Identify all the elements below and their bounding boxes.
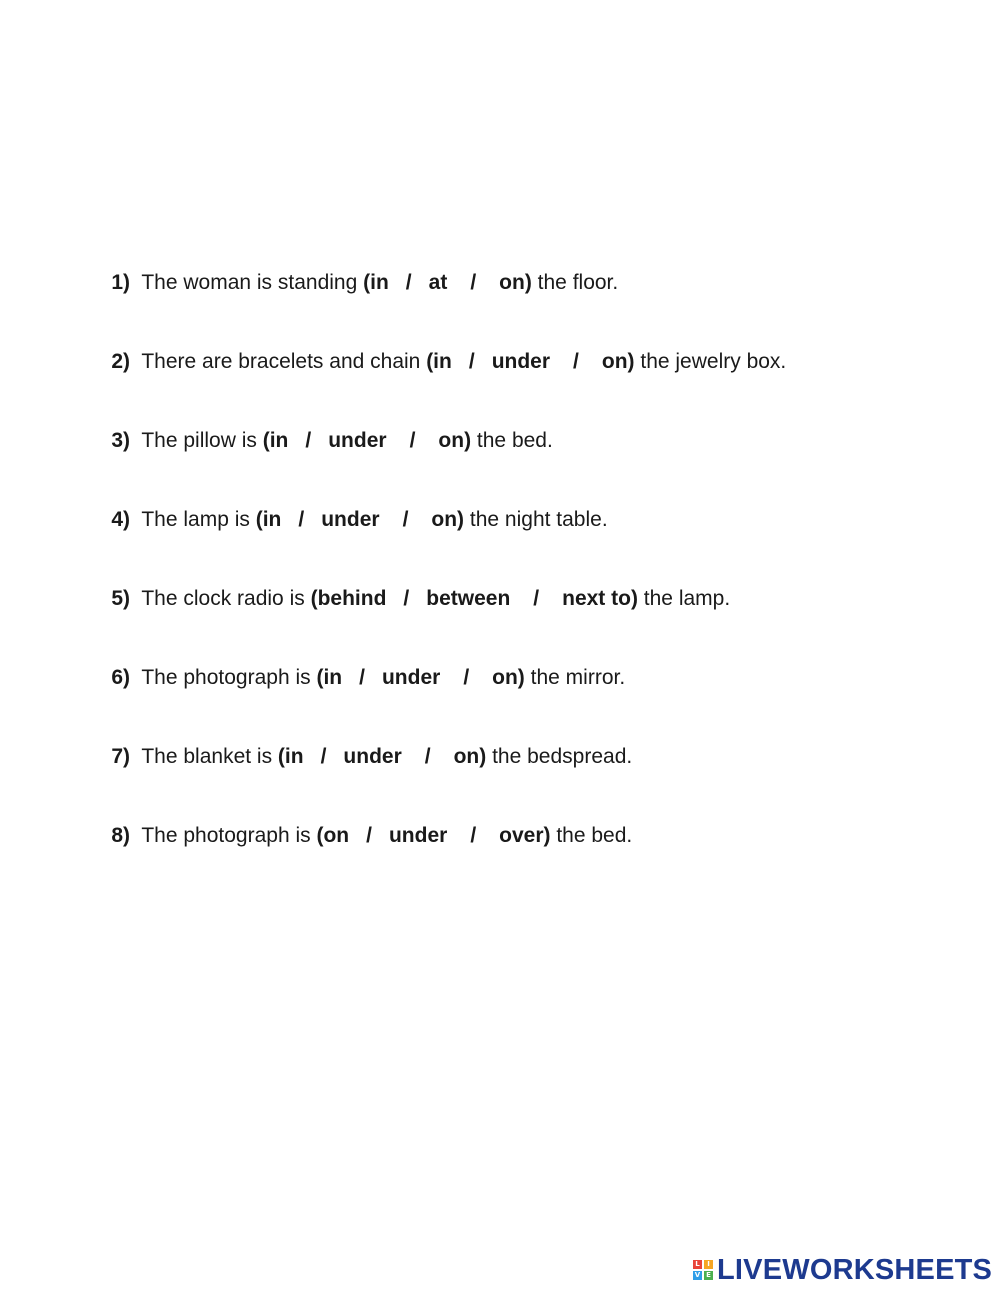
question-text-before: The pillow is	[141, 429, 263, 452]
option-3[interactable]: on)	[453, 745, 487, 768]
question-number: 5)	[111, 587, 131, 610]
worksheet	[88, 238, 948, 870]
option-3[interactable]: on)	[499, 271, 532, 294]
option-2[interactable]: under	[343, 745, 402, 768]
question-text-before: The lamp is	[141, 508, 256, 531]
option-3[interactable]: on)	[431, 508, 465, 531]
question-7	[88, 712, 948, 791]
question-text-before: The photograph is	[141, 824, 317, 847]
option-3[interactable]: on)	[438, 429, 472, 452]
option-separator: /	[463, 666, 470, 689]
question-5	[88, 554, 948, 633]
question-number: 3)	[111, 429, 131, 452]
option-2[interactable]: under	[388, 824, 448, 847]
question-text-before: The blanket is	[141, 745, 278, 768]
option-1[interactable]: (in	[255, 508, 282, 531]
option-separator: /	[320, 745, 327, 768]
question-number: 4)	[111, 508, 131, 531]
option-separator: /	[409, 429, 416, 452]
option-1[interactable]: (on	[316, 824, 350, 847]
option-separator: /	[366, 824, 372, 847]
question-4	[88, 475, 948, 554]
option-separator: /	[359, 666, 365, 689]
logo-cell-i: I	[704, 1260, 713, 1269]
question-text-after: the mirror.	[524, 666, 626, 689]
option-separator: /	[470, 271, 477, 294]
option-1[interactable]: (in	[277, 745, 304, 768]
option-separator: /	[402, 508, 409, 531]
logo-cell-v: V	[694, 1271, 701, 1279]
option-3[interactable]: next to)	[562, 587, 638, 610]
option-2[interactable]: between	[426, 587, 511, 610]
option-1[interactable]: (behind	[310, 587, 387, 610]
logo-icon	[693, 1260, 713, 1280]
question-6	[88, 633, 948, 712]
question-text-before: The woman is standing	[141, 271, 364, 294]
question-3	[88, 396, 948, 475]
option-separator: /	[573, 350, 579, 373]
question-text-before: There are bracelets and chain	[141, 350, 427, 373]
option-2[interactable]: at	[428, 271, 448, 294]
question-text-after: the floor.	[531, 271, 619, 294]
option-2[interactable]: under	[328, 429, 387, 452]
question-text-after: the bed.	[471, 429, 553, 452]
question-2	[88, 317, 948, 396]
question-text-after: the bed.	[550, 824, 633, 847]
option-1[interactable]: (in	[316, 666, 343, 689]
logo-cell-e: E	[704, 1271, 713, 1280]
question-text-before: The clock radio is	[141, 587, 311, 610]
option-2[interactable]: under	[381, 666, 441, 689]
option-3[interactable]: on)	[601, 350, 635, 373]
question-text-before: The photograph is	[141, 666, 317, 689]
option-1[interactable]: (in	[363, 271, 389, 294]
question-text-after: the bedspread.	[486, 745, 633, 768]
question-number: 6)	[111, 666, 131, 689]
option-separator: /	[305, 429, 312, 452]
option-separator: /	[403, 587, 410, 610]
option-separator: /	[298, 508, 305, 531]
question-number: 2)	[111, 350, 131, 373]
liveworksheets-logo	[693, 1254, 992, 1286]
question-text-after: the jewelry box.	[634, 350, 787, 373]
option-separator: /	[468, 350, 475, 373]
question-number: 7)	[111, 745, 131, 768]
question-1	[88, 238, 948, 317]
question-number: 1)	[111, 271, 131, 294]
option-2[interactable]: under	[491, 350, 551, 373]
option-2[interactable]: under	[321, 508, 380, 531]
option-3[interactable]: on)	[492, 666, 525, 689]
option-separator: /	[424, 745, 431, 768]
option-separator: /	[533, 587, 540, 610]
question-text-after: the night table.	[464, 508, 608, 531]
option-1[interactable]: (in	[426, 350, 452, 373]
logo-wordmark: LIVEWORKSHEETS	[717, 1254, 993, 1286]
option-separator: /	[405, 271, 412, 294]
option-3[interactable]: over)	[499, 824, 551, 847]
question-8	[88, 791, 948, 870]
question-number: 8)	[111, 824, 131, 847]
logo-cell-l: L	[693, 1260, 702, 1269]
question-text-after: the lamp.	[637, 587, 731, 610]
option-1[interactable]: (in	[262, 429, 289, 452]
option-separator: /	[470, 824, 477, 847]
